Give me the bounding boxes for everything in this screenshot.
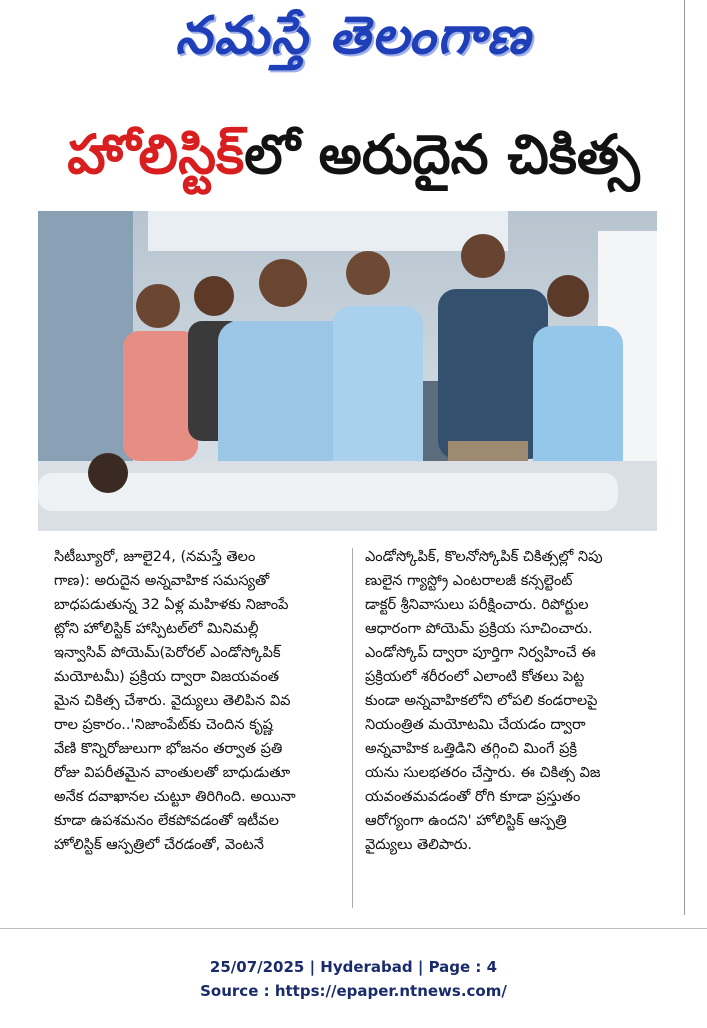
article-headline	[20, 110, 687, 200]
article-text-right: ఎండోస్కోపిక్, కొలనోస్కోపిక్ చికిత్సల్లో నిపు ణులైన గ్యాస్ట్రో ఎంటరాలజీ కన్సల్టెంట్ డాక్టర్ శ్రీనివాసులు పరీక్షించారు. రిపోర్టుల ఆధారంగా పోయెమ్ ప్రక్రియ సూచించారు. ఎండోస్కోప్ ద్వారా పూర్తిగా నిర్వహించే ఈ ప్రక్రియలో శరీరంలో ఎలాంటి కోతలు పెట్ట కుండా అన్నవాహికలోని లోపలి కండరాలపై నియంత్రిత మయోటమి చేయడం ద్వారా అన్నవాహిక ఒత్తిడిని తగ్గించి మింగే ప్రక్రి యను సులభతరం చేస్తారు. ఈ చికిత్స విజ యవంతమవడంతో రోగి కూడా ప్రస్తుతం ఆరోగ్యంగా ఉందని' హోలిస్టిక్ ఆస్పత్రి వైద్యులు తెలిపారు.	[365, 549, 603, 853]
footer-source-link[interactable]: Source : https://epaper.ntnews.com/	[200, 982, 507, 1000]
footer-separator	[0, 928, 707, 929]
column-divider	[352, 548, 353, 908]
masthead-logo	[0, 0, 707, 85]
headline-black-part: లో అరుదైన చికిత్స	[244, 123, 640, 186]
article-photo	[38, 211, 657, 531]
footer-date-location-page: 25/07/2025 | Hyderabad | Page : 4	[209, 958, 498, 976]
headline-red-part: హోలిస్టిక్	[67, 123, 245, 186]
article-text-left: సిటీబ్యూరో, జూలై24, (నమస్తే తెలం గాణ): అరుదైన అన్నవాహిక సమస్యతో బాధపడుతున్న 32 ఏళ్ల మహిళకు నిజాంపే ట్లోని హోలిస్టిక్ హాస్పిటల్‌లో మినిమల్లీ ఇన్వాసివ్ పోయెమ్(పెరోరల్ ఎండోస్కోపిక్ మయోటమీ) ప్రక్రియ ద్వారా విజయవంత మైన చికిత్స చేశారు. వైద్యులు తెలిపిన వివ రాల ప్రకారం..'నిజాంపేట్‌కు చెందిన కృష్ణ వేణి కొన్నిరోజులుగా భోజనం తర్వాత ప్రతి రోజు విపరీతమైన వాంతులతో బాధుడుతూ అనేక దవాఖానల చుట్టూ తిరిగింది. అయినా కూడా ఉపశమనం లేకపోవడంతో ఇటీవల హోలిస్టిక్ ఆస్పత్రిలో చేరడంతో, వెంటనే	[54, 549, 296, 853]
doctors-group-photo-icon	[38, 211, 657, 531]
article-body-right-column	[365, 545, 665, 857]
masthead-logo-text: నమస్తే తెలంగాణ	[175, 6, 532, 66]
page-footer	[0, 955, 707, 1003]
page-edge-rule	[684, 0, 685, 915]
article-body-left-column	[54, 545, 354, 857]
